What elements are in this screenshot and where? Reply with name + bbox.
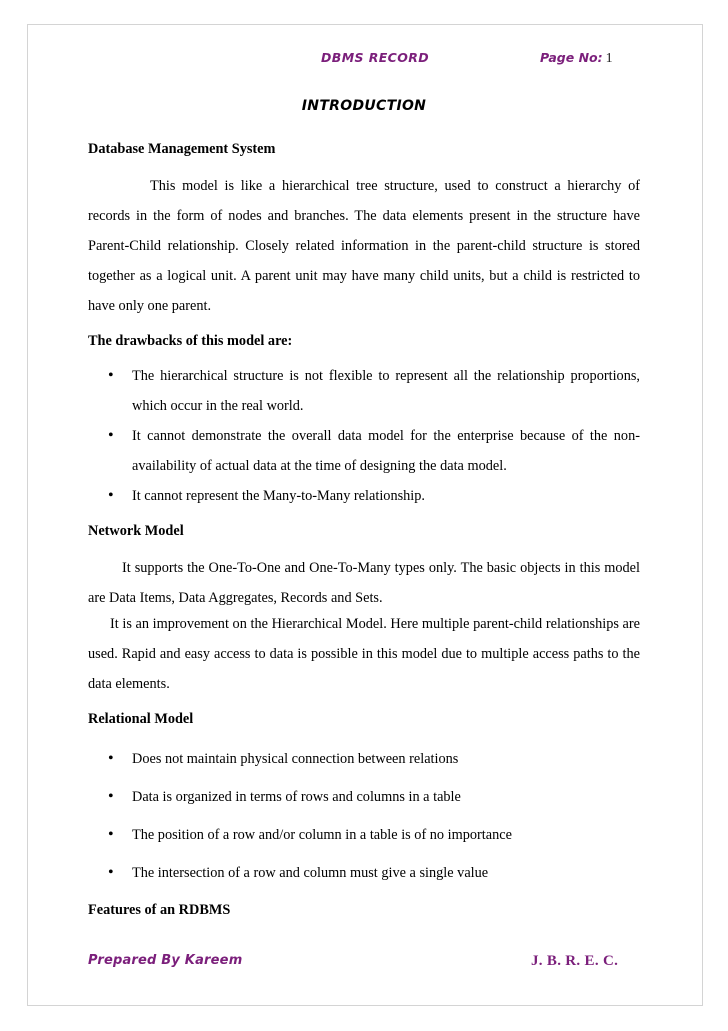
dbms-heading: Database Management System xyxy=(88,141,276,157)
features-heading: Features of an RDBMS xyxy=(88,902,231,918)
network-paragraph-1: It supports the One-To-One and One-To-Many types only. The basic objects in this model are Data Items, Data Aggregates, Records and Sets. xyxy=(88,560,640,606)
relational-list xyxy=(88,744,640,888)
list-item: • Data is organized in terms of rows and columns in a table xyxy=(88,782,640,812)
network-paragraph-2: It is an improvement on the Hierarchical Model. Here multiple parent-child relationships are used. Rapid and easy access to data is possible in this model due to multiple access paths to the data elements. xyxy=(88,616,640,692)
list-item: • Does not maintain physical connection between relations xyxy=(88,744,640,774)
relational-heading: Relational Model xyxy=(88,711,194,727)
drawbacks-list xyxy=(88,361,640,511)
page-title: INTRODUCTION xyxy=(301,98,427,114)
list-item: • The intersection of a row and column must give a single value xyxy=(88,858,640,888)
list-item: • It cannot demonstrate the overall data model for the enterprise because of the non-availability of actual data at the time of designing the data model. xyxy=(88,421,640,481)
list-item: • The position of a row and/or column in a table is of no importance xyxy=(88,820,640,850)
footer-author: Prepared By Kareem xyxy=(88,953,243,968)
drawbacks-heading: The drawbacks of this model are: xyxy=(88,333,293,349)
network-heading: Network Model xyxy=(88,523,184,539)
page-header xyxy=(0,50,728,70)
list-item: • The hierarchical structure is not flexible to represent all the relationship proportions, which occur in the real world. xyxy=(88,361,640,421)
header-page-info xyxy=(540,50,613,67)
document-body xyxy=(88,135,640,920)
footer-institution: J. B. R. E. C. xyxy=(531,953,619,969)
header-page-number: 1 xyxy=(605,51,613,66)
list-item: • It cannot represent the Many-to-Many relationship. xyxy=(88,481,640,511)
header-page-label: Page No: xyxy=(540,50,603,65)
dbms-paragraph: This model is like a hierarchical tree structure, used to construct a hierarchy of records in the form of nodes and branches. The data elements present in the structure have Parent-Child relationship. Closely related information in the parent-child structure is stored together as a logical unit. A parent unit may have many child units, but a child is restricted to have only one parent. xyxy=(88,178,640,314)
page-footer xyxy=(0,953,728,975)
header-title: DBMS RECORD xyxy=(321,50,430,65)
